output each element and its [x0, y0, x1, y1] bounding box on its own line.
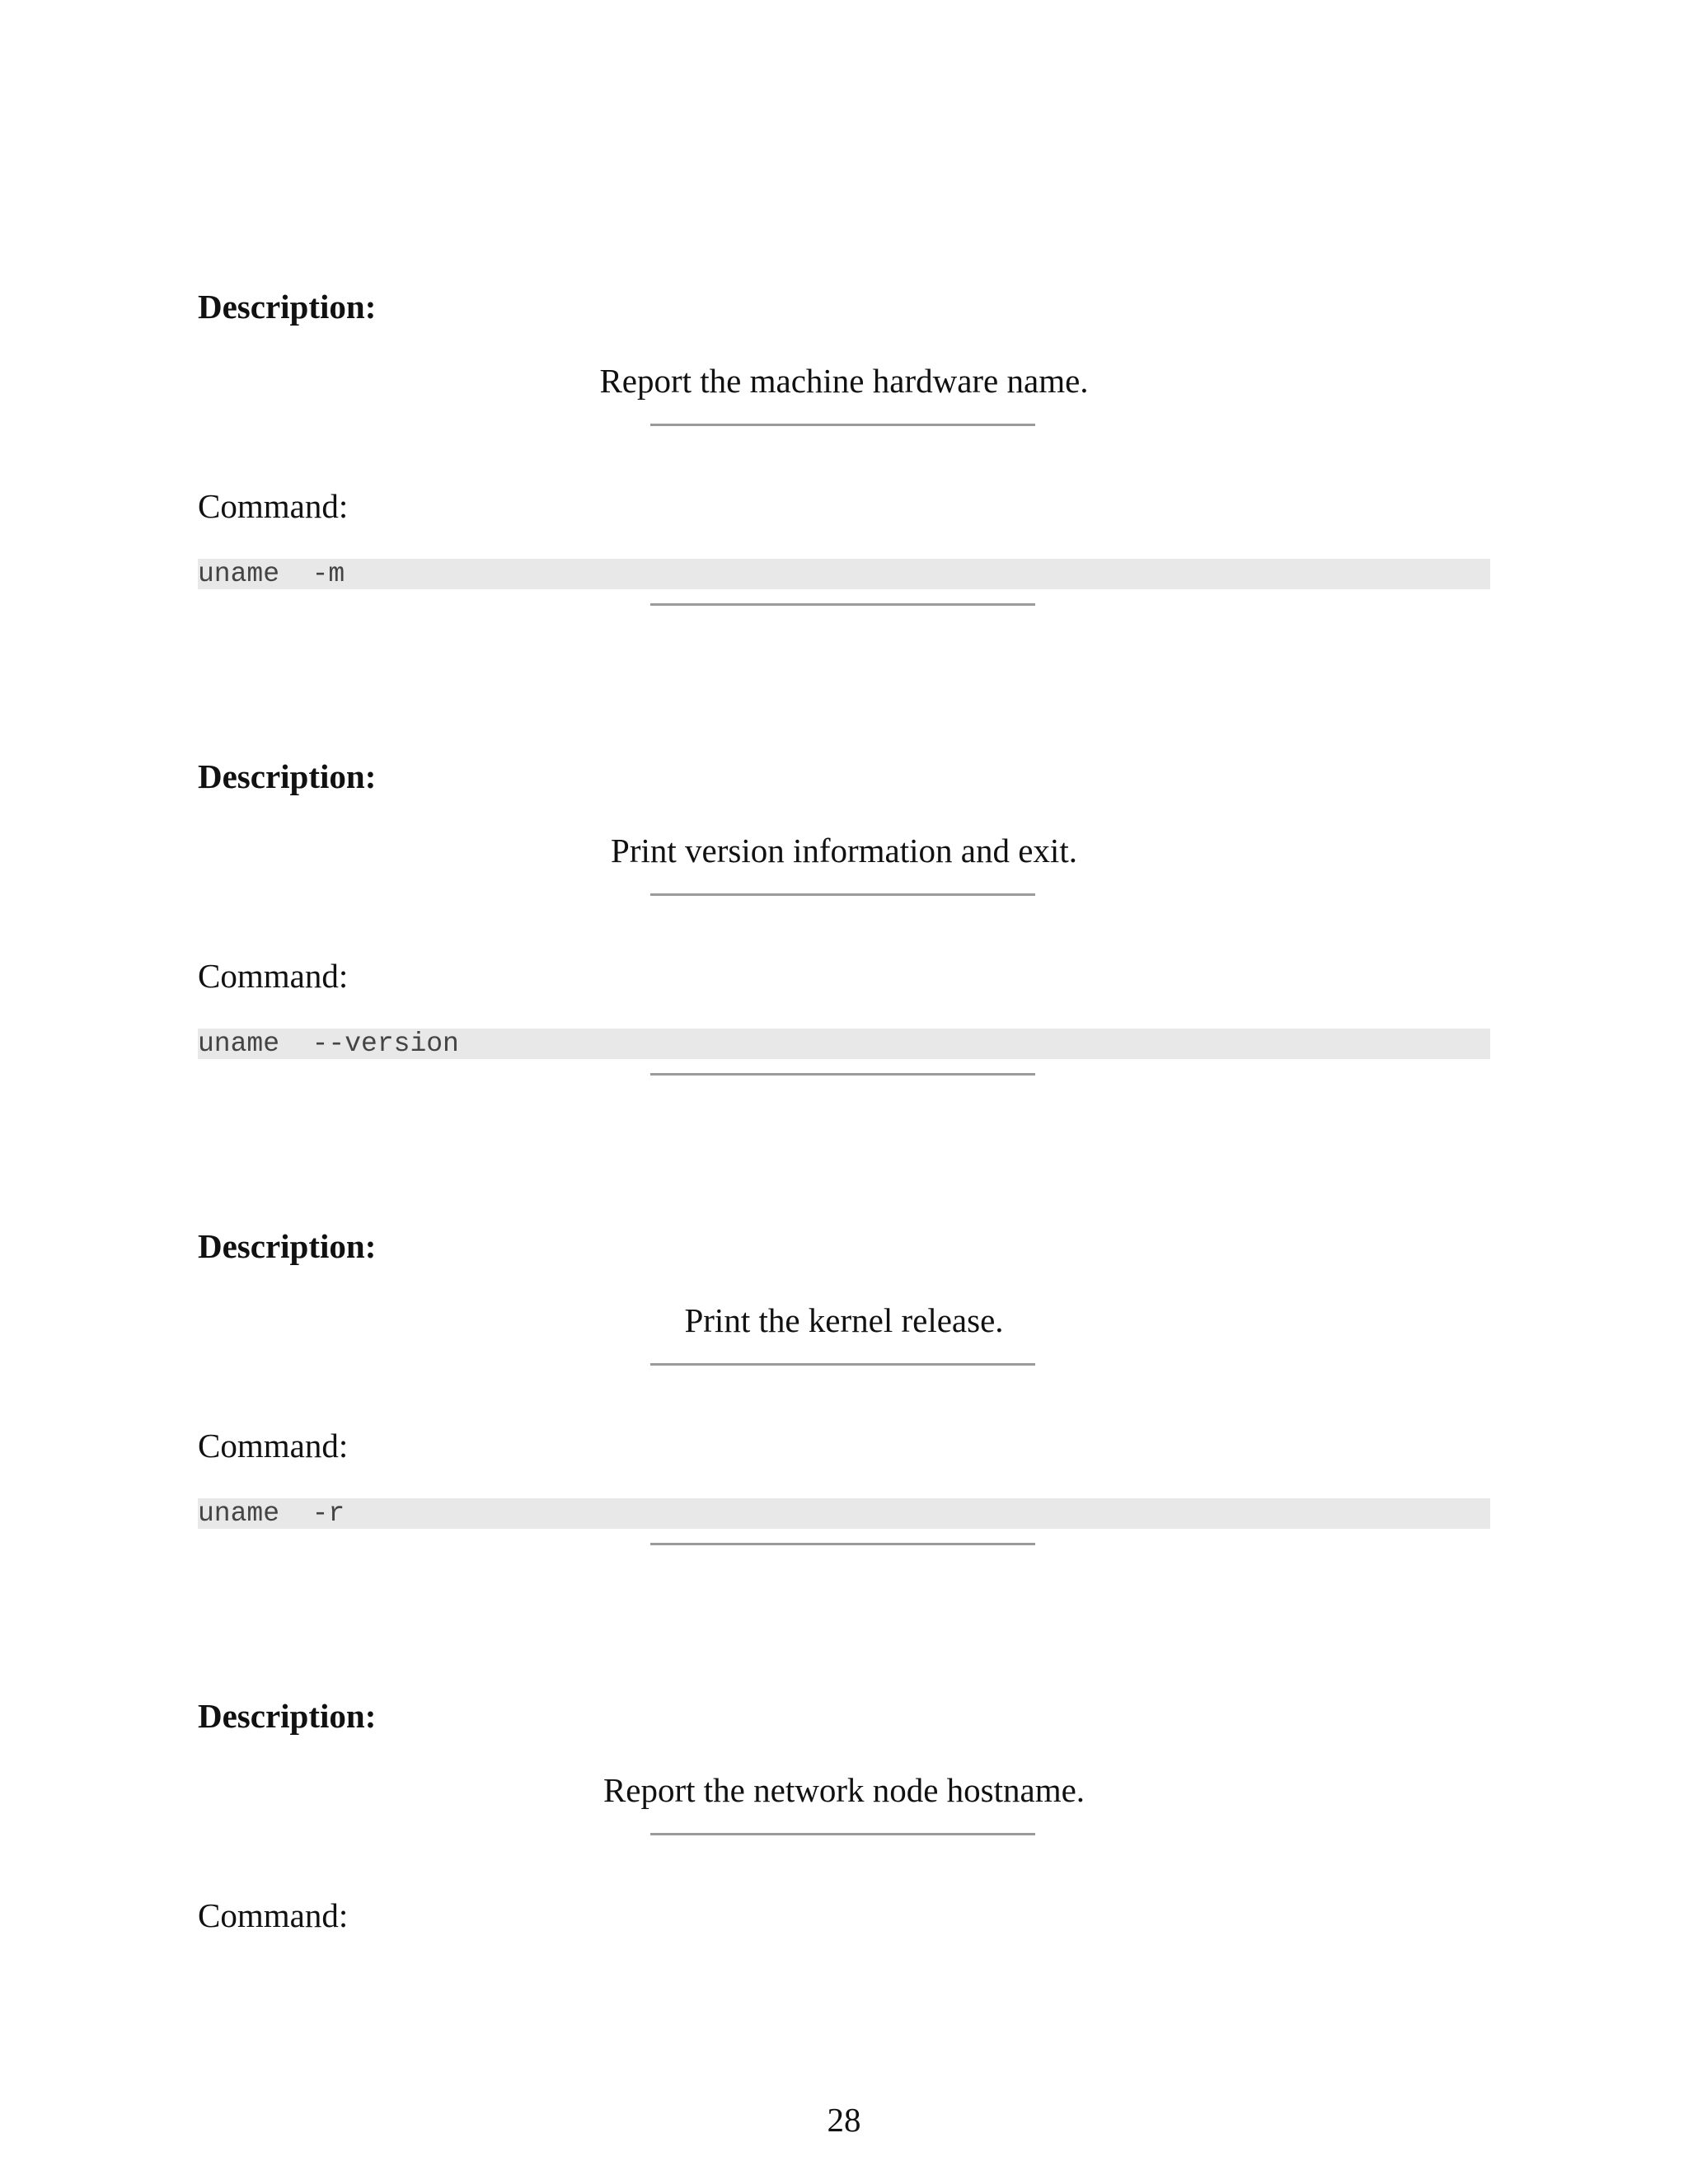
separator-rule: [650, 893, 1035, 896]
command-code-block: [198, 1498, 1490, 1529]
command-code-block: [198, 1029, 1490, 1059]
entry-hostname: [198, 1696, 1490, 2067]
separator-rule: [650, 424, 1035, 426]
description-label: Description:: [198, 1227, 377, 1265]
description-label: Description:: [198, 288, 377, 326]
page-number: 28: [827, 2101, 861, 2139]
separator-rule: [650, 1543, 1035, 1545]
description-text: Report the network node hostname.: [603, 1771, 1085, 1809]
separator-rule: [650, 1833, 1035, 1835]
command-label: Command:: [198, 1427, 349, 1465]
separator-rule: [650, 1363, 1035, 1366]
separator-rule: [650, 1073, 1035, 1076]
description-text: Report the machine hardware name.: [599, 362, 1089, 400]
entry-machine-hardware: [198, 287, 1490, 658]
command-text: uname -m: [198, 559, 345, 589]
description-label: Description:: [198, 757, 377, 795]
command-text: uname -r: [198, 1498, 345, 1529]
command-label: Command:: [198, 1896, 349, 1934]
separator-rule: [650, 603, 1035, 606]
description-text: Print the kernel release.: [684, 1301, 1004, 1339]
command-label: Command:: [198, 487, 349, 525]
command-text: uname --version: [198, 1029, 459, 1059]
command-code-block: [198, 559, 1490, 589]
description-text: Print version information and exit.: [611, 832, 1077, 869]
entry-kernel-release: [198, 1226, 1490, 1597]
description-label: Description:: [198, 1697, 377, 1735]
command-label: Command:: [198, 957, 349, 995]
entry-version: [198, 757, 1490, 1127]
